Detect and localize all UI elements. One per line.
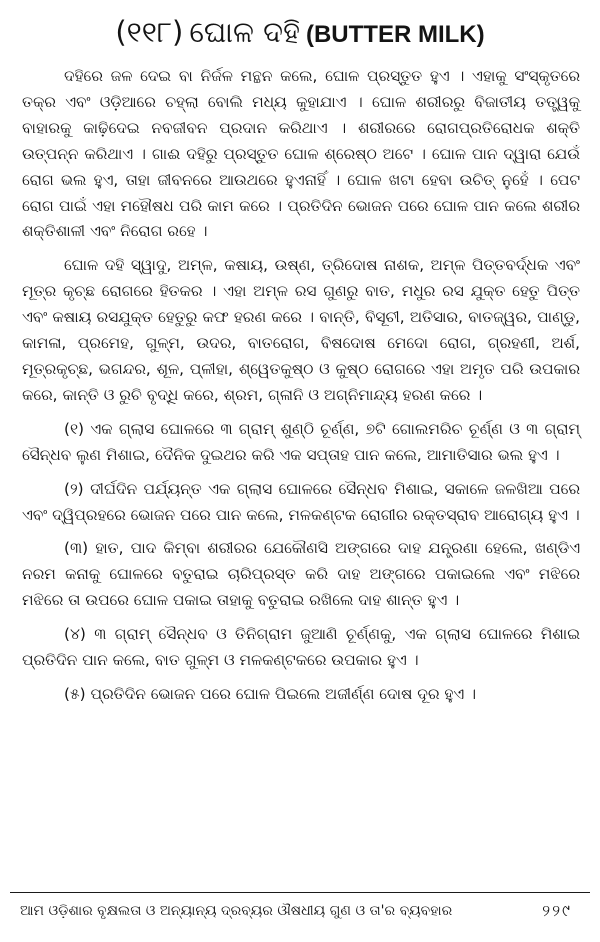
entry-number: (୧୧୮) — [115, 15, 184, 49]
paragraph-properties: ଘୋଳ ଦହି ସ୍ୱାଦୁ, ଅମ୍ଳ, କଷାୟ, ଉଷ୍ଣ, ତ୍ରିଦୋଷ ନାଶକ, ଅମ୍ଳ ପିତ୍ତବର୍ଦ୍ଧକ ଏବଂ ମୂତ୍ର କୃଚ୍ଛ ରୋଗରେ ହିତକର । ଏହା ଅମ୍ଳ ରସ ଗୁଣରୁ ବାତ, ମଧୁର ରସ ଯୁକ୍ତ ହେତୁ ପିତ୍ତ ଏବଂ କଷାୟ ରସଯୁକ୍ତ ହେତୁରୁ କଫ ହରଣ କରେ । ବାନ୍ତି, ବିସୂଚୀ, ଅତିସାର, ବାତଜ୍ୱର, ପାଣ୍ଡୁ, କାମଳା, ପ୍ରମେହ, ଗୁଳ୍ମ, ଉଦର, ବାତରୋଗ, ବିଷଦୋଷ ମେଦୋ ରୋଗ, ଗ୍ରହଣୀ, ଅର୍ଶ, ମୂତ୍ରକୃଚ୍ଛ, ଭଗନ୍ଦର, ଶୂଳ, ପ୍ଳୀହା, ଶ୍ୱେତକୁଷ୍ଠ ଓ କୁଷ୍ଠ ରୋଗରେ ଏହା ଅମୃତ ପରି ଉପକାର କରେ, କାନ୍ତି ଓ ରୁଚି ବୃଦ୍ଧି କରେ, ଶ୍ରମ, ଗ୍ଳାନି ଓ ଅଗ୍ନିମାନ୍ଦ୍ୟ ହରଣ କରେ । — [22, 256, 580, 404]
remedy-3: (୩) ହାତ, ପାଦ କିମ୍ବା ଶରୀରର ଯେକୌଣସି ଅଙ୍ଗରେ ଦାହ ଯନ୍ତ୍ରଣା ହେଲେ, ଖଣ୍ଡିଏ ନରମ କନାକୁ ଘୋଳରେ ବତୁରାଇ ଚାରିପ୍ରସ୍ତ କରି ଦାହ ଅଙ୍ଗରେ ପକାଇଲେ ଏବଂ ମଝିରେ ମଝିରେ ତା ଉପରେ ଘୋଳ ପକାଇ ତାହାକୁ ବତୁରାଇ ରଖିଲେ ଦାହ ଶାନ୍ତ ହୁଏ । — [22, 539, 580, 610]
page-title — [0, 8, 600, 59]
remedy-5: (୫) ପ୍ରତିଦିନ ଭୋଜନ ପରେ ଘୋଳ ପିଇଲେ ଅଜୀର୍ଣ୍ଣ ଦୋଷ ଦୂର ହୁଏ । — [64, 684, 476, 703]
remedy-1: (୧) ଏକ ଗ୍ଲାସ ଘୋଳରେ ୩ ଗ୍ରାମ୍ ଶୁଣ୍ଠି ଚୂର୍ଣ୍ଣ, ୭ଟି ଗୋଲମରିଚ ଚୂର୍ଣ୍ଣ ଓ ୩ ଗ୍ରାମ୍ ସୈନ୍ଧବ ଲୁଣ ମିଶାଇ, ଦୈନିକ ଦୁଇଥର କରି ଏକ ସପ୍ତାହ ପାନ କଲେ, ଆମାତିସାର ଭଲ ହୁଏ । — [22, 419, 580, 464]
title-odia: ଘୋଳ ଦହି — [189, 15, 300, 49]
article-body — [22, 64, 580, 716]
footer-book-title: ଆମ ଓଡ଼ିଶାର ବୃକ୍ଷଲତା ଓ ଅନ୍ୟାନ୍ୟ ଦ୍ରବ୍ୟର ଔଷଧୀୟ ଗୁଣ ଓ ତା'ର ବ୍ୟବହାର — [20, 903, 453, 919]
remedy-4: (୪) ୩ ଗ୍ରାମ୍ ସୈନ୍ଧବ ଓ ତିନିଗ୍ରାମ ଜୁଆଣି ଚୂର୍ଣ୍ଣକୁ, ଏକ ଗ୍ଲାସ ଘୋଳରେ ମିଶାଇ ପ୍ରତିଦିନ ପାନ କଲେ, ବାତ ଗୁଳ୍ମ ଓ ମଳକଣ୍ଟକରେ ଉପକାର ହୁଏ । — [22, 625, 580, 670]
page-footer — [10, 892, 590, 932]
title-english: (BUTTER MILK) — [305, 21, 485, 48]
remedy-2: (୨) ଦୀର୍ଘଦିନ ପର୍ଯ୍ୟନ୍ତ ଏକ ଗ୍ଲାସ ଘୋଳରେ ସୈନ୍ଧବ ମିଶାଇ, ସକାଳେ ଜଳଖିଆ ପରେ ଏବଂ ଦ୍ୱିପ୍ରହରେ ଭୋଜନ ପରେ ପାନ କଲେ, ମଳକଣ୍ଟକ ରୋଗୀର ରକ୍ତସ୍ରାବ ଆରୋଗ୍ୟ ହୁଏ । — [22, 479, 580, 524]
page-number: ୨୨୯ — [542, 901, 572, 920]
paragraph-intro: ଦହିରେ ଜଳ ଦେଇ ବା ନିର୍ଜଳ ମନ୍ଥନ କଲେ, ଘୋଳ ପ୍ରସ୍ତୁତ ହୁଏ । ଏହାକୁ ସଂସ୍କୃତରେ ତକ୍ର ଏବଂ ଓଡ଼ିଆରେ ଚହ୍ଲା ବୋଲି ମଧ୍ୟ କୁହାଯାଏ । ଘୋଳ ଶରୀରରୁ ବିଜାତୀୟ ତତ୍ତ୍ୱକୁ ବାହାରକୁ କାଢ଼ିଦେଇ ନବଜୀବନ ପ୍ରଦାନ କରିଥାଏ । ଶରୀରରେ ରୋଗପ୍ରତିରୋଧକ ଶକ୍ତି ଉତ୍ପନ୍ନ କରିଥାଏ । ଗାଈ ଦହିରୁ ପ୍ରସ୍ତୁତ ଘୋଳ ଶ୍ରେଷ୍ଠ ଅଟେ । ଘୋଳ ପାନ ଦ୍ୱାରା ଯେଉଁ ରୋଗ ଭଲ ହୁଏ, ତାହା ଜୀବନରେ ଆଉଥରେ ହୁଏନାହିଁ । ଘୋଳ ଖଟା ହେବା ଉଚିତ୍ ନୁହେଁ । ପେଟ ରୋଗ ପାଇଁ ଏହା ମହୌଷଧ ପରି କାମ କରେ । ପ୍ରତିଦିନ ଭୋଜନ ପରେ ଘୋଳ ପାନ କଲେ ଶରୀର ଶକ୍ତିଶାଳୀ ଏବଂ ନିରୋଗ ରହେ । — [22, 67, 580, 241]
